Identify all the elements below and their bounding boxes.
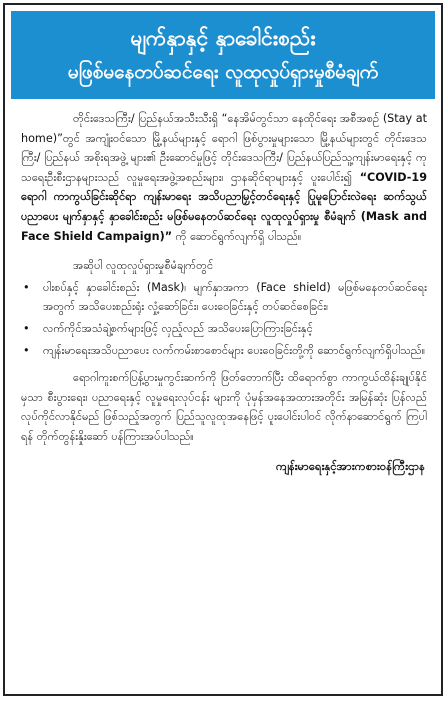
bullet-icon: • <box>23 343 30 357</box>
intro-end: ကို ဆောင်ရွက်လျက်ရှိ ပါသည်။ <box>172 229 302 243</box>
activities-list <box>21 278 427 360</box>
list-item-text: လက်ကိုင်အသံချဲ့စက်များဖြင့် လှည့်လည် အသိပေးပြောကြားခြင်းနှင့် <box>43 321 313 335</box>
intro-text: တိုင်းဒေသကြီး/ ပြည်နယ်အသီးသီးရှိ “နေအိမ်တွင်သာ နေထိုင်ရေး အစီအစဉ် (Stay at home)”တွင် အကျုံးဝင်သော မြို့နယ်များနှင့် ရောဂါ ဖြစ်ပွားမှုများသော မြို့နယ်များတွင် တိုင်းဒေသကြီး/ ပြည်နယ် အစိုးရအဖွဲ့ များ၏ ဦးဆောင်မှုဖြင့် တိုင်းဒေသကြီး/ ပြည်နယ်ပြည်သူ့ကျန်းမာရေးနှင့် ကုသရေးဦးစီးဌာနများသည် လူမှုရေးအဖွဲ့အစည်းများ၊ ဌာနဆိုင်ရာများနှင့် ပူးပေါင်း၍ <box>21 112 427 184</box>
list-item <box>21 341 427 361</box>
activities-lead: အဆိုပါ လူထုလှုပ်ရှားမှုစီမံချက်တွင် <box>73 259 214 273</box>
announcement-body <box>5 99 441 476</box>
list-item-text: ကျန်းမာရေးအသိပညာပေး လက်ကမ်းစာစောင်များ ပေးဝေခြင်းတို့ကို ဆောင်ရွက်လျက်ရှိပါသည်။ <box>43 343 426 357</box>
appeal-paragraph: ရောဂါကူးစက်ပြန့်ပွားမှုကွင်းဆက်ကို ဖြတ်တောက်ပြီး ထိရောက်စွာ ကာကွယ်ထိန်းချုပ်နိုင်မှသာ စီးပွားရေး၊ ပညာရေးနှင့် လူမှုရေးလုပ်ငန်း များကို ပုံမှန်အနေအထားအတိုင်း အမြန်ဆုံး ပြန်လည်လုပ်ကိုင်လာနိုင်မည် ဖြစ်သည့်အတွက် ပြည်သူလူထုအနေဖြင့် ပူးပေါင်းပါဝင် လိုက်နာဆောင်ရွက် ကြပါရန် တိုက်တွန်းနှိုးဆော် ပန်ကြားအပ်ပါသည်။ <box>21 371 427 443</box>
title-banner <box>11 11 435 99</box>
announcement-frame <box>3 3 443 696</box>
intro-paragraph <box>21 109 427 246</box>
title-line-1: မျက်နှာနှင့် နှာခေါင်းစည်း <box>130 26 316 50</box>
list-item-text: ပါးစပ်နှင့် နှာခေါင်းစည်း (Mask)၊ မျက်နှာအကာ (Face shield) မဖြစ်မနေတပ်ဆင်ရေးအတွက် အသိပေးစည်းရုံး လှုံ့ဆော်ခြင်း၊ ပေးဝေခြင်းနှင့် တပ်ဆင်စေခြင်း၊ <box>43 280 427 314</box>
title-line-2: မဖြစ်မနေတပ်ဆင်ရေး လူထုလှုပ်ရှားမှုစီမံချက် <box>67 61 379 83</box>
bullet-icon: • <box>23 321 30 335</box>
issuer-signature: ကျန်းမာရေးနှင့်အားကစားဝန်ကြီးဌာန <box>275 458 425 473</box>
campaign-name: “COVID-19 ရောဂါ ကာကွယ်ခြင်းဆိုင်ရာ ကျန်းမာရေး အသိပညာမြှင့်တင်ရေးနှင့် ပြုမူပြောင်းလဲရေး ဆက်သွယ်ပညာပေး မျက်နှာနှင့် နှာခေါင်းစည်း မဖြစ်မနေတပ်ဆင်ရေး လူထုလှုပ်ရှားမှု စီမံချက် (Mask and Face Shield Campaign)” <box>21 170 427 243</box>
list-item <box>21 278 427 317</box>
bullet-icon: • <box>23 280 30 294</box>
list-item <box>21 319 427 339</box>
